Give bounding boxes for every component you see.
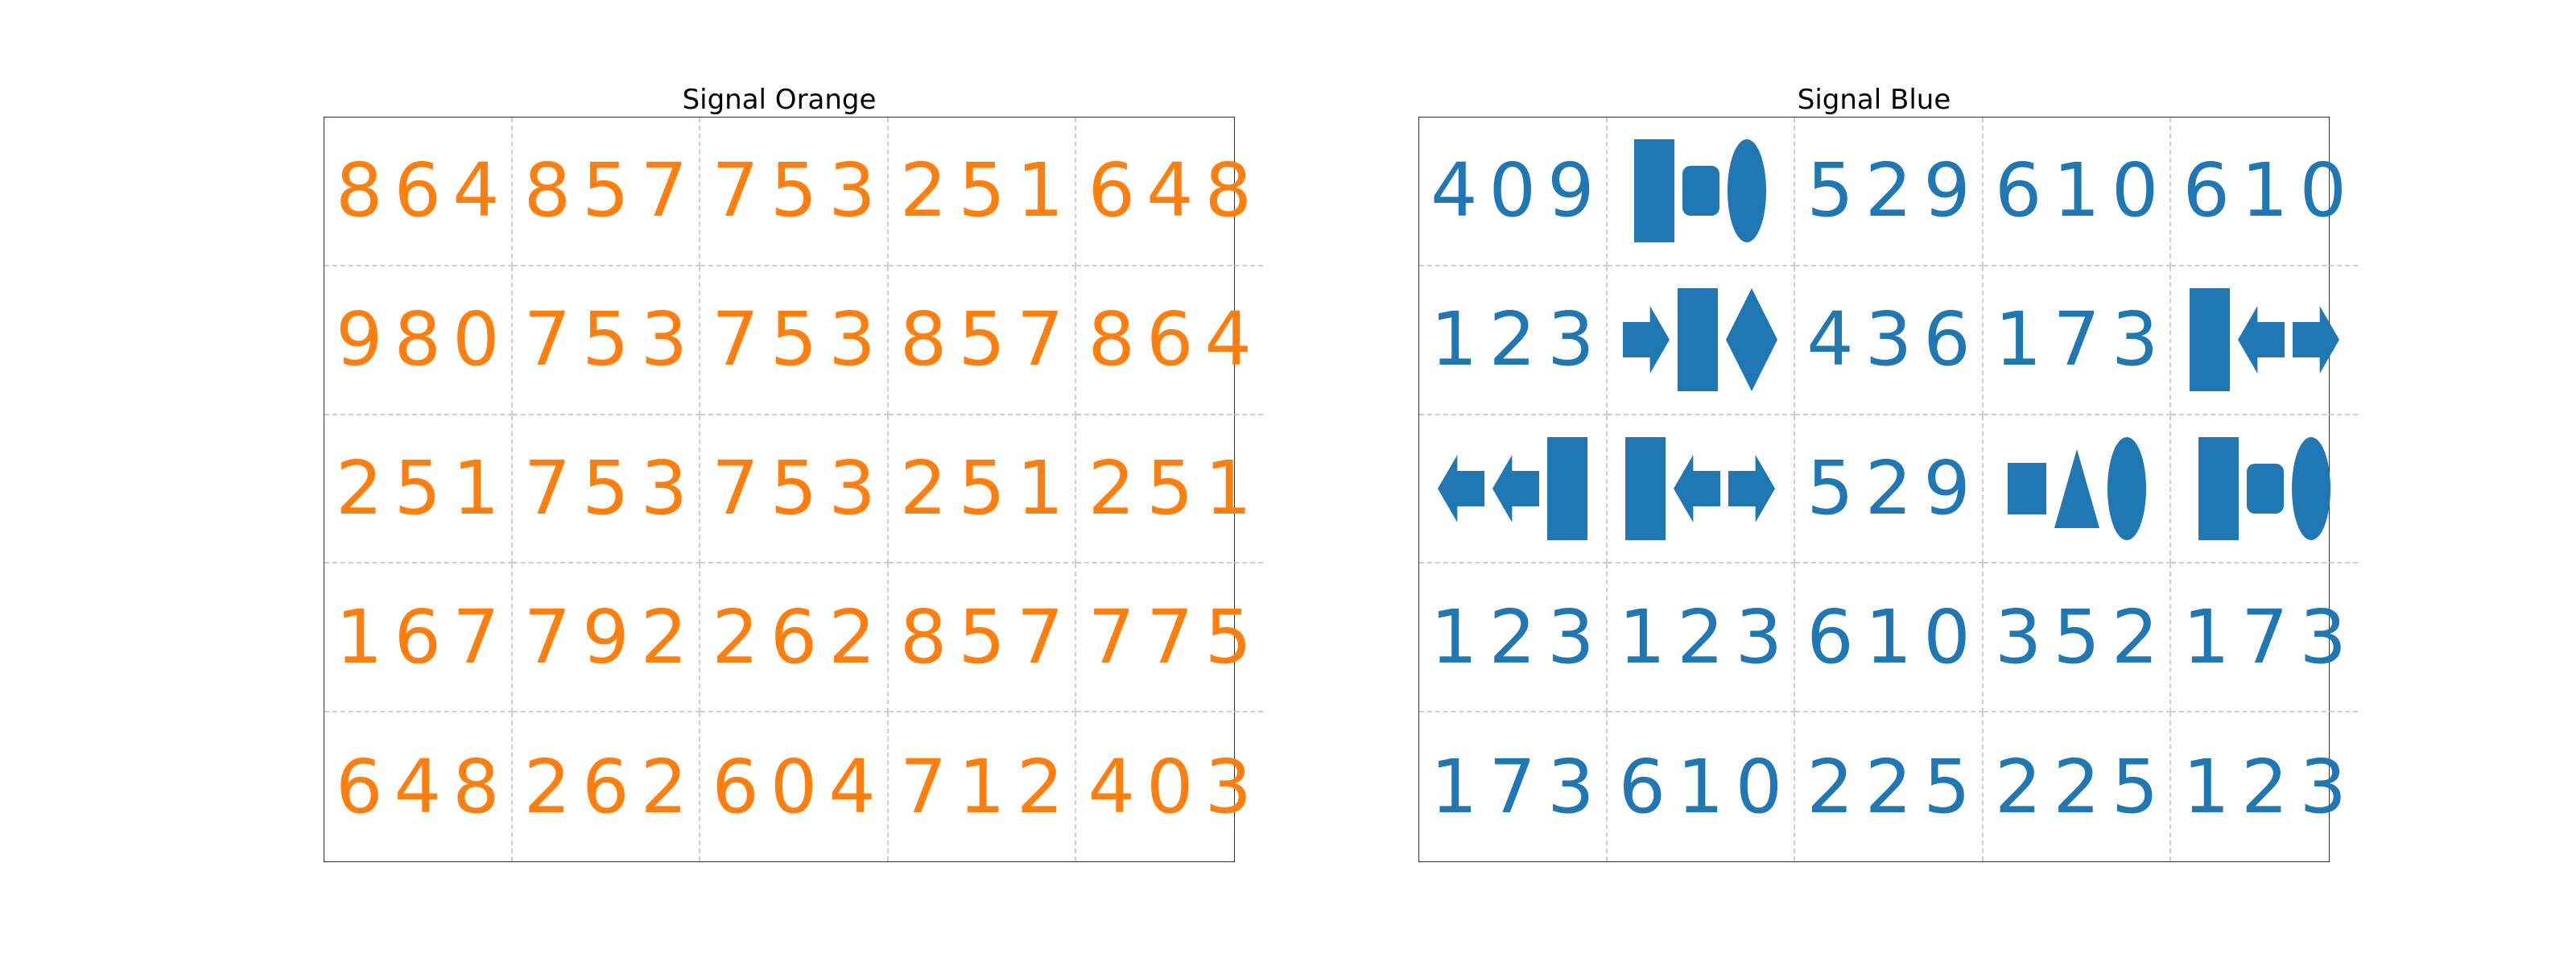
signal-blue-cell [1608,118,1796,266]
signal-orange-cell-value: 753 [523,444,700,531]
signal-orange-cell-value: 262 [712,593,887,680]
triangle-icon [2054,436,2099,541]
signal-blue-panel [1418,0,2359,966]
arrow-right-icon [1623,287,1670,392]
signal-orange-cell-value: 251 [899,147,1075,234]
signal-blue-cell [2171,266,2358,415]
signal-orange-cell [324,118,513,266]
signal-blue-cell [1419,712,1608,861]
signal-blue-cell [2171,712,2358,861]
signal-blue-cell [1419,415,1608,564]
signal-orange-cell-value: 857 [899,593,1075,680]
arrow-right-shape [1728,455,1775,522]
rounded-square-shape [1682,166,1719,216]
signal-blue-cell-value: 123 [2182,743,2359,830]
signal-orange-cell [889,118,1077,266]
signal-blue-grid [1418,117,2359,862]
signal-orange-cell [700,564,889,712]
rectangle-icon [1678,287,1718,392]
signal-orange-cell [700,266,889,415]
signal-orange-cell-value: 251 [899,444,1075,531]
signal-blue-cell-value: 352 [1994,593,2170,680]
signal-blue-cell [1984,266,2172,415]
signal-blue-cell [1419,266,1608,415]
signal-orange-cell-value: 712 [899,743,1075,830]
arrow-left-icon [1674,436,1720,541]
signal-orange-cell-value: 857 [523,147,700,234]
rounded-square-icon [1682,138,1719,243]
signal-blue-cell [1608,266,1796,415]
rectangle-icon [1547,436,1587,541]
signal-blue-shape-group [2008,436,2146,541]
signal-orange-cell [324,712,513,861]
signal-orange-cell [889,415,1077,564]
signal-blue-cell-value: 610 [1618,743,1794,830]
signal-blue-cell [1984,564,2172,712]
signal-blue-title: Signal Blue [1797,84,1951,116]
signal-orange-cell-value: 753 [523,296,700,383]
signal-blue-cell-value: 529 [1806,147,1982,234]
signal-orange-cell-value: 262 [523,743,700,830]
signal-orange-cell [513,266,701,415]
signal-blue-shape-group [1438,436,1587,541]
signal-orange-cell [324,415,513,564]
signal-orange-cell [700,712,889,861]
arrow-left-icon [1438,436,1484,541]
arrow-left-icon [1492,436,1539,541]
signal-orange-title: Signal Orange [682,84,877,116]
signal-orange-cell [1076,415,1263,564]
signal-blue-cell-value: 529 [1806,444,1982,531]
signal-orange-cell-value: 753 [712,296,887,383]
signal-orange-panel [324,0,1264,966]
signal-orange-cell [889,564,1077,712]
signal-orange-cell [1076,712,1263,861]
signal-orange-cell [889,266,1077,415]
signal-blue-cell [1608,415,1796,564]
signal-blue-cell-value: 173 [2182,593,2359,680]
signal-blue-shape-group [1634,138,1766,243]
ellipse-icon [1728,138,1766,243]
signal-blue-cell-value: 123 [1430,296,1606,383]
rectangle-icon [2198,436,2239,541]
rectangle-shape [1678,288,1718,391]
signal-blue-shape-group [2198,436,2330,541]
ellipse-icon [2292,436,2330,541]
signal-orange-cell-value: 857 [899,296,1075,383]
arrow-right-shape [2293,306,2339,374]
signal-orange-cell-value: 980 [336,296,511,383]
diamond-icon [1726,287,1777,392]
signal-blue-cell [2171,415,2358,564]
rectangle-icon [1634,138,1674,243]
rectangle-shape [1625,437,1666,540]
signal-blue-cell-value: 610 [1994,147,2170,234]
signal-orange-cell-value: 251 [1088,444,1264,531]
signal-blue-cell-value: 610 [1806,593,1982,680]
signal-orange-cell [889,712,1077,861]
signal-blue-cell [1984,118,2172,266]
signal-blue-cell [1795,266,1984,415]
ellipse-shape [1728,139,1766,242]
signal-blue-cell-value: 409 [1430,147,1606,234]
signal-blue-cell [1795,712,1984,861]
signal-orange-grid [324,117,1264,862]
rounded-square-shape [2247,464,2284,514]
rectangle-icon [2190,287,2230,392]
signal-blue-cell [1795,415,1984,564]
signal-orange-cell-value: 167 [336,593,511,680]
signal-blue-shape-group [2190,287,2339,392]
signal-blue-cell [2171,564,2358,712]
signal-orange-cell [513,415,701,564]
signal-blue-cell [1795,118,1984,266]
signal-blue-cell [1795,564,1984,712]
signal-orange-cell-value: 648 [1088,147,1264,234]
arrow-left-shape [1492,455,1539,522]
arrow-right-icon [2293,287,2339,392]
arrow-left-shape [1674,455,1720,522]
signal-orange-cell-value: 648 [336,743,511,830]
arrow-right-icon [1728,436,1775,541]
signal-orange-cell [324,564,513,712]
signal-orange-cell [513,564,701,712]
square-icon [2008,436,2046,541]
signal-orange-cell [1076,266,1263,415]
signal-blue-shape-group [1625,436,1775,541]
signal-orange-cell-value: 864 [1088,296,1264,383]
signal-blue-cell-value: 173 [1430,743,1606,830]
signal-blue-cell-value: 123 [1430,593,1606,680]
signal-orange-cell [513,118,701,266]
signal-orange-cell [700,118,889,266]
signal-blue-cell [1608,564,1796,712]
signal-orange-cell-value: 792 [523,593,700,680]
ellipse-icon [2107,436,2146,541]
ellipse-shape [2292,437,2330,540]
arrow-left-shape [1438,455,1484,522]
diamond-shape [1726,288,1777,391]
signal-orange-cell-value: 604 [712,743,887,830]
signal-blue-shape-group [1623,287,1777,392]
signal-blue-cell [2171,118,2358,266]
signal-orange-cell-value: 251 [336,444,511,531]
signal-blue-cell-value: 123 [1618,593,1794,680]
arrow-right-shape [1623,306,1670,374]
signal-blue-cell [1984,712,2172,861]
signal-orange-cell [324,266,513,415]
square-shape [2008,463,2046,514]
signal-blue-cell [1419,564,1608,712]
signal-orange-cell-value: 753 [712,444,887,531]
signal-blue-cell-value: 436 [1806,296,1982,383]
signal-blue-cell-value: 173 [1994,296,2170,383]
signal-blue-cell [1419,118,1608,266]
rectangle-shape [2190,288,2230,391]
signal-orange-cell [700,415,889,564]
signal-orange-cell [1076,564,1263,712]
rectangle-icon [1625,436,1666,541]
signal-blue-cell [1608,712,1796,861]
triangle-shape [2054,449,2099,528]
signal-orange-cell [1076,118,1263,266]
signal-orange-cell-value: 775 [1088,593,1264,680]
rounded-square-icon [2247,436,2284,541]
arrow-left-shape [2238,306,2285,374]
signal-orange-cell-value: 403 [1088,743,1264,830]
rectangle-shape [1634,139,1674,242]
signal-blue-cell-value: 225 [1994,743,2170,830]
signal-orange-cell-value: 753 [712,147,887,234]
arrow-left-icon [2238,287,2285,392]
signal-blue-cell [1984,415,2172,564]
signal-blue-cell-value: 225 [1806,743,1982,830]
signal-orange-cell-value: 864 [336,147,511,234]
signal-blue-cell-value: 610 [2182,147,2359,234]
ellipse-shape [2107,437,2146,540]
signal-orange-cell [513,712,701,861]
rectangle-shape [2198,437,2239,540]
rectangle-shape [1547,437,1587,540]
